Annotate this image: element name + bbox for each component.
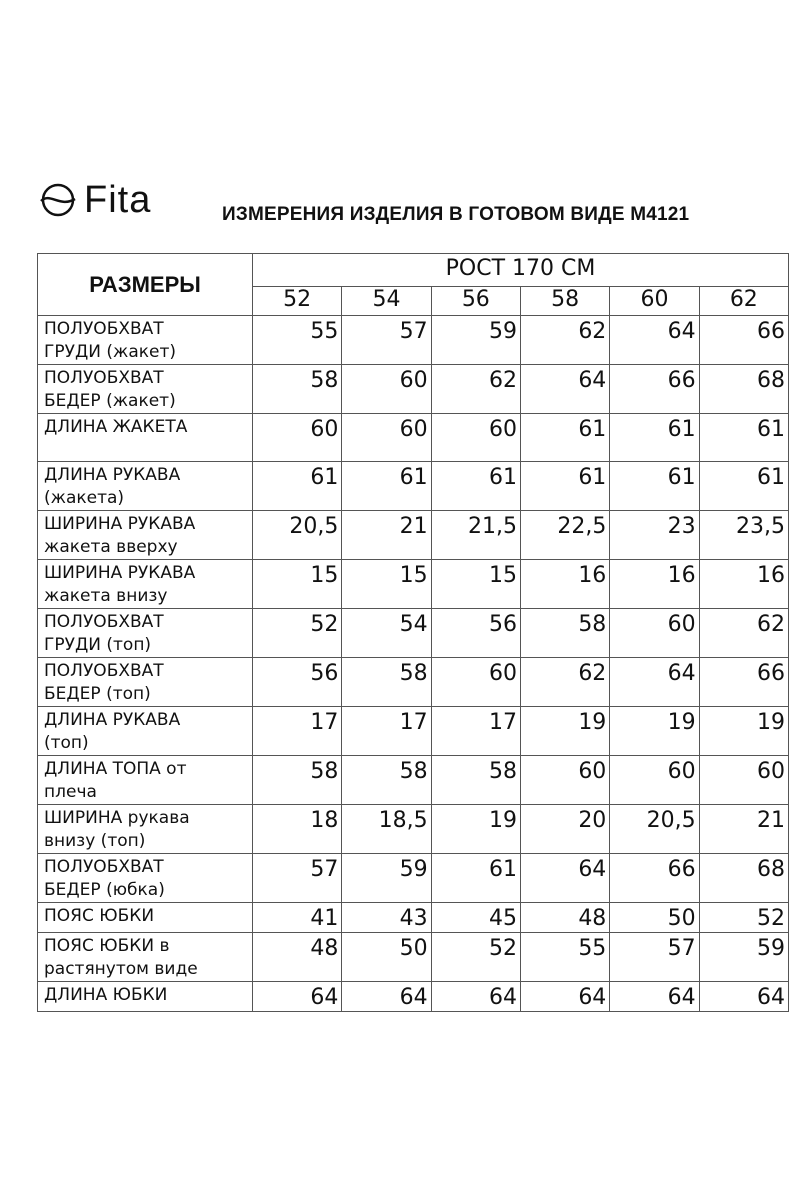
measurement-value: 50	[610, 903, 699, 933]
table-row	[38, 903, 789, 933]
table-row	[38, 414, 789, 462]
measurement-value: 15	[342, 560, 431, 609]
table-row	[38, 462, 789, 511]
label-line: ШИРИНА РУКАВА	[44, 514, 196, 534]
measurement-value: 58	[253, 365, 342, 414]
label-line: ПОЯС ЮБКИ в	[44, 936, 170, 956]
measurement-value: 61	[342, 462, 431, 511]
logo-text: Fita	[84, 179, 152, 221]
measurement-value: 60	[431, 658, 520, 707]
table-row	[38, 933, 789, 982]
fita-logo-icon	[38, 180, 78, 220]
measurement-label	[38, 756, 253, 805]
measurement-value: 61	[610, 414, 699, 462]
measurement-value: 61	[610, 462, 699, 511]
measurement-value: 18,5	[342, 805, 431, 854]
label-line: ГРУДИ (топ)	[44, 635, 152, 655]
label-line: ДЛИНА ТОПА от	[44, 759, 187, 779]
measurement-label	[38, 933, 253, 982]
measurement-value: 60	[342, 414, 431, 462]
measurement-value: 64	[610, 982, 699, 1012]
size-column-header: 60	[610, 287, 699, 316]
measurement-value: 60	[699, 756, 788, 805]
page-title: ИЗМЕРЕНИЯ ИЗДЕЛИЯ В ГОТОВОМ ВИДЕ М4121	[222, 204, 690, 225]
measurement-value: 16	[699, 560, 788, 609]
measurement-value: 61	[253, 462, 342, 511]
header-row	[38, 254, 789, 287]
measurement-value: 58	[520, 609, 609, 658]
measurement-value: 60	[610, 609, 699, 658]
measurement-value: 62	[699, 609, 788, 658]
measurement-value: 48	[253, 933, 342, 982]
measurement-value: 19	[431, 805, 520, 854]
measurement-value: 52	[253, 609, 342, 658]
measurement-value: 64	[431, 982, 520, 1012]
brand-logo	[38, 180, 151, 220]
measurement-value: 64	[610, 658, 699, 707]
measurement-value: 23	[610, 511, 699, 560]
measurement-value: 17	[253, 707, 342, 756]
size-column-header: 52	[253, 287, 342, 316]
table-row	[38, 707, 789, 756]
measurement-label	[38, 560, 253, 609]
measurement-label	[38, 658, 253, 707]
measurement-label	[38, 903, 253, 933]
table-row	[38, 511, 789, 560]
measurement-value: 64	[520, 365, 609, 414]
measurement-value: 66	[699, 316, 788, 365]
measurement-value: 57	[610, 933, 699, 982]
label-line: растянутом виде	[44, 959, 198, 979]
label-line: плеча	[44, 782, 97, 802]
measurement-value: 15	[431, 560, 520, 609]
measurement-value: 60	[520, 756, 609, 805]
measurement-value: 59	[699, 933, 788, 982]
label-line: жакета внизу	[44, 586, 168, 606]
measurement-value: 64	[520, 854, 609, 903]
sizes-header: РАЗМЕРЫ	[38, 254, 253, 316]
label-line: ГРУДИ (жакет)	[44, 342, 177, 362]
label-line: ПОЛУОБХВАТ	[44, 612, 164, 632]
label-line: ДЛИНА ЮБКИ	[44, 985, 168, 1005]
measurement-value: 58	[253, 756, 342, 805]
table-row	[38, 316, 789, 365]
measurement-value: 61	[431, 462, 520, 511]
label-line: ПОЯС ЮБКИ	[44, 906, 155, 926]
measurement-value: 20	[520, 805, 609, 854]
measurement-value: 61	[520, 414, 609, 462]
table-row	[38, 365, 789, 414]
label-line: ДЛИНА РУКАВА	[44, 710, 181, 730]
measurement-value: 62	[520, 658, 609, 707]
table-row	[38, 982, 789, 1012]
measurement-value: 61	[520, 462, 609, 511]
label-line: (топ)	[44, 733, 89, 753]
measurement-value: 60	[342, 365, 431, 414]
label-line: ПОЛУОБХВАТ	[44, 857, 164, 877]
measurement-value: 55	[520, 933, 609, 982]
measurement-label	[38, 805, 253, 854]
label-line: (жакета)	[44, 488, 125, 508]
measurement-label	[38, 462, 253, 511]
measurement-value: 56	[253, 658, 342, 707]
measurement-label	[38, 365, 253, 414]
table-row	[38, 609, 789, 658]
measurement-value: 20,5	[253, 511, 342, 560]
measurement-value: 62	[520, 316, 609, 365]
measurement-value: 58	[431, 756, 520, 805]
measurement-label	[38, 707, 253, 756]
measurement-value: 41	[253, 903, 342, 933]
measurement-value: 16	[520, 560, 609, 609]
label-line: ШИРИНА РУКАВА	[44, 563, 196, 583]
label-line: БЕДЕР (топ)	[44, 684, 151, 704]
measurement-value: 18	[253, 805, 342, 854]
label-line: БЕДЕР (юбка)	[44, 880, 165, 900]
measurement-value: 45	[431, 903, 520, 933]
measurement-value: 66	[699, 658, 788, 707]
measurement-value: 52	[431, 933, 520, 982]
measurement-value: 50	[342, 933, 431, 982]
measurement-value: 60	[253, 414, 342, 462]
measurement-value: 57	[342, 316, 431, 365]
measurement-value: 59	[431, 316, 520, 365]
measurement-value: 64	[610, 316, 699, 365]
measurement-value: 16	[610, 560, 699, 609]
measurement-value: 57	[253, 854, 342, 903]
measurement-value: 62	[431, 365, 520, 414]
measurement-value: 22,5	[520, 511, 609, 560]
measurement-value: 15	[253, 560, 342, 609]
height-header: РОСТ 170 СМ	[253, 254, 789, 287]
label-line: ПОЛУОБХВАТ	[44, 661, 164, 681]
measurement-value: 17	[431, 707, 520, 756]
measurement-value: 61	[699, 414, 788, 462]
label-line: жакета вверху	[44, 537, 178, 557]
size-column-header: 54	[342, 287, 431, 316]
measurement-value: 61	[431, 854, 520, 903]
label-line: ПОЛУОБХВАТ	[44, 368, 164, 388]
table-row	[38, 560, 789, 609]
table-row	[38, 805, 789, 854]
measurement-value: 68	[699, 854, 788, 903]
size-column-header: 58	[520, 287, 609, 316]
size-column-header: 56	[431, 287, 520, 316]
measurement-value: 68	[699, 365, 788, 414]
measurement-label	[38, 982, 253, 1012]
measurement-value: 59	[342, 854, 431, 903]
label-line: ШИРИНА рукава	[44, 808, 190, 828]
label-line: внизу (топ)	[44, 831, 146, 851]
measurement-label	[38, 316, 253, 365]
measurement-value: 52	[699, 903, 788, 933]
table-row	[38, 756, 789, 805]
measurement-value: 58	[342, 658, 431, 707]
measurement-value: 66	[610, 854, 699, 903]
measurement-label	[38, 511, 253, 560]
measurement-value: 19	[699, 707, 788, 756]
measurement-value: 55	[253, 316, 342, 365]
size-table	[37, 253, 789, 1012]
measurement-value: 64	[699, 982, 788, 1012]
measurement-value: 60	[610, 756, 699, 805]
measurement-value: 19	[610, 707, 699, 756]
measurement-label	[38, 854, 253, 903]
measurement-value: 54	[342, 609, 431, 658]
measurement-value: 64	[520, 982, 609, 1012]
measurement-value: 21	[699, 805, 788, 854]
label-line: ДЛИНА РУКАВА	[44, 465, 181, 485]
measurement-value: 61	[699, 462, 788, 511]
label-line: ДЛИНА ЖАКЕТА	[44, 417, 188, 437]
measurement-value: 19	[520, 707, 609, 756]
measurement-value: 21	[342, 511, 431, 560]
measurement-label	[38, 414, 253, 462]
measurement-value: 21,5	[431, 511, 520, 560]
table-row	[38, 854, 789, 903]
measurement-value: 20,5	[610, 805, 699, 854]
measurement-value: 60	[431, 414, 520, 462]
measurement-value: 43	[342, 903, 431, 933]
measurement-label	[38, 609, 253, 658]
measurement-value: 17	[342, 707, 431, 756]
table-row	[38, 658, 789, 707]
label-line: ПОЛУОБХВАТ	[44, 319, 164, 339]
measurement-value: 56	[431, 609, 520, 658]
measurement-value: 66	[610, 365, 699, 414]
size-column-header: 62	[699, 287, 788, 316]
measurement-value: 64	[253, 982, 342, 1012]
measurement-value: 48	[520, 903, 609, 933]
measurement-value: 64	[342, 982, 431, 1012]
measurement-value: 23,5	[699, 511, 788, 560]
label-line: БЕДЕР (жакет)	[44, 391, 176, 411]
measurement-value: 58	[342, 756, 431, 805]
